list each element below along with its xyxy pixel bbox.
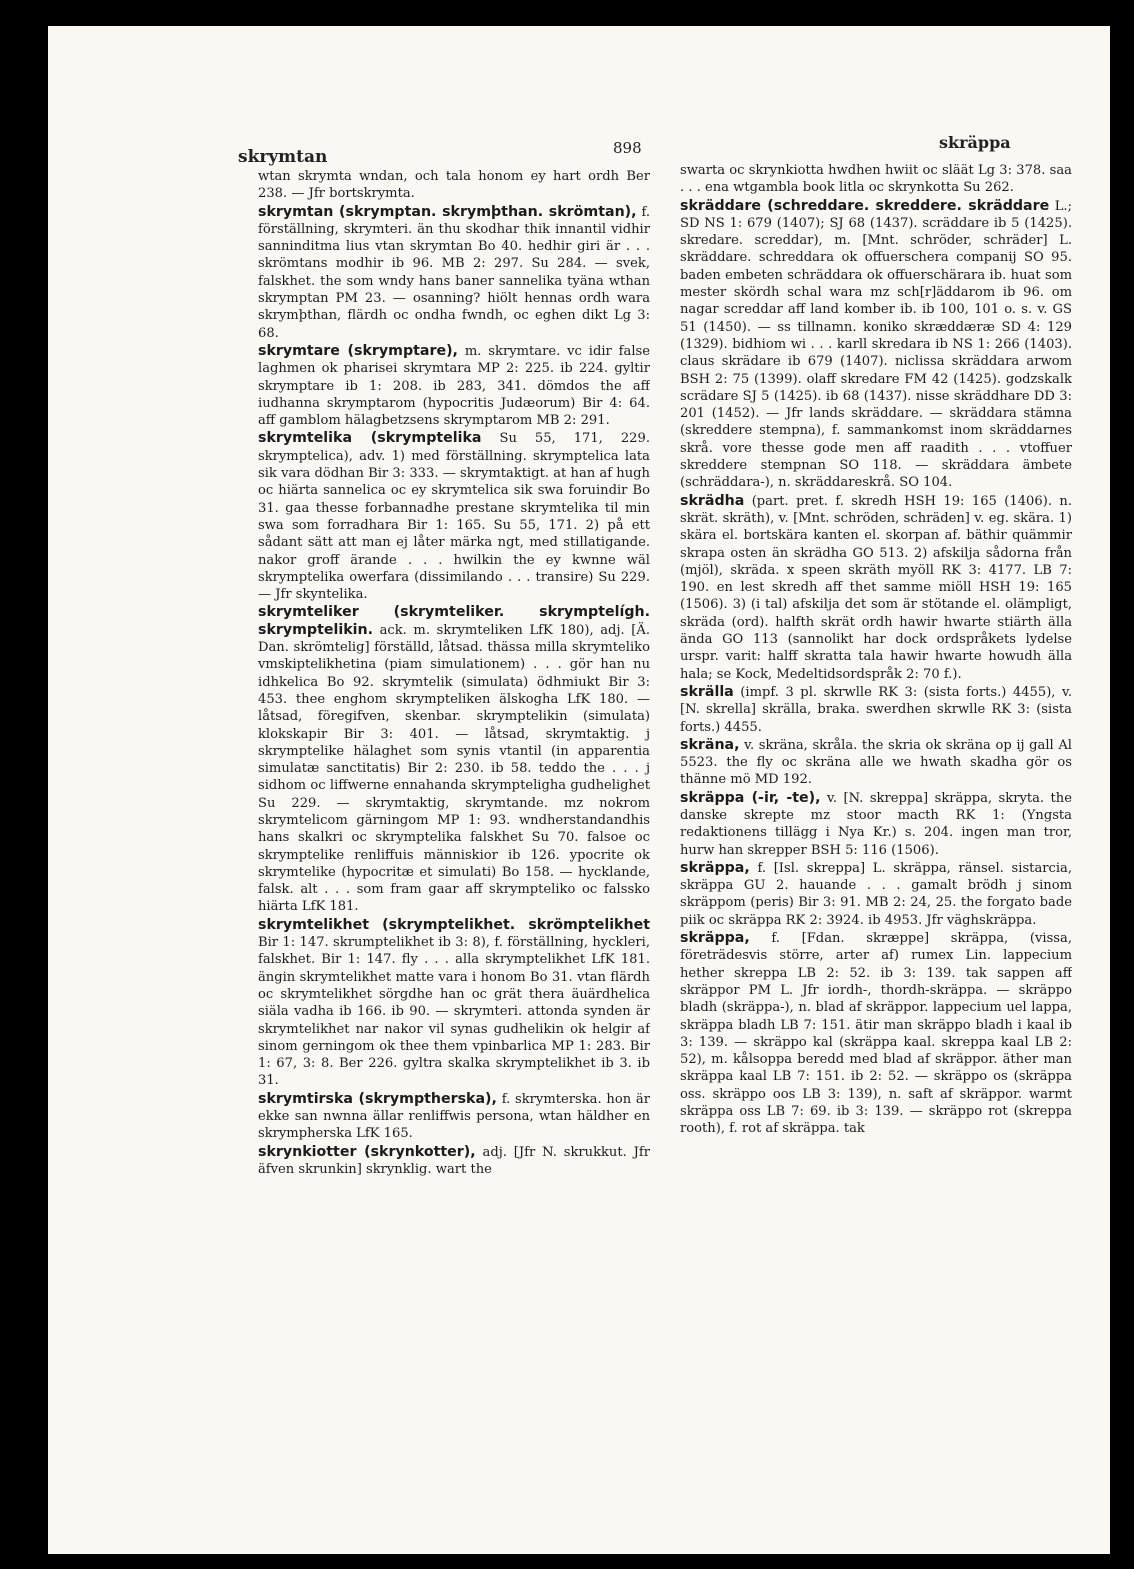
headword: skrynkiotter (skrynkotter), xyxy=(258,1143,476,1160)
headword: skrymtelika (skrymptelika xyxy=(258,430,482,447)
dictionary-entry: skrymtirska (skrymptherska), f. skrymterska. hon är ekke san nwnna ällar renliffwis persona, wtan häldher en skrympherska LfK 165. xyxy=(258,1090,650,1142)
dictionary-entry: skrädha (part. pret. f. skredh HSH 19: 165 (1406). n. skrät. skräth), v. [Mnt. schröden, schräden] v. eg. skära. 1) skära el. bortskära kanten el. skorpan af. bäthir quämmir skrapa osten än skrädha GO 513. 2) afskilja sådorna från (mjöl), skräda. x speen skräth myöll RK 3: 4177. LB 7: 190. en lest skredh aff thet samme miöll HSH 19: 165 (1506). 3) (i tal) afskilja det som är stötande el. olämpligt, skräda (ord). halfth skrät ordh hawir hwarte stiärth älla ända GO 113 (sannolikt har dock ordspråkets lydelse urspr. varit: halff skratta tala hawir hwarte howudh älla hala; se Kock, Medeltidsordspråk 2: 70 f.). xyxy=(680,492,1072,682)
dictionary-entry: skrymtelika (skrymptelika Su 55, 171, 229. skrymptelica), adv. 1) med förställning. skrymptelica lata sik vara dödhan Bir 3: 333. — skrymtaktigt. at han af hugh oc hiärta sannelica oc ey skrymtelica sik swa foruindir Bo 31. gaa thesse forbannadhe prestane skrymtelika til min swa som forradhara Bir 1: 165. Su 55, 171. 2) på ett sådant sätt att man ej låter märka ngt, med stillatigande. nakor groff ärande . . . hwilkin the ey kwnne wäl skrymptelika owerfara (dissimilando . . . transire) Su 229. — Jfr skyntelika. xyxy=(258,430,650,603)
page-number: 898 xyxy=(613,139,642,157)
dictionary-entry: swarta oc skrynkiotta hwdhen hwiit oc släät Lg 3: 378. saa . . . ena wtgambla book litla oc skrynkotta Su 262. xyxy=(680,163,1072,196)
dictionary-entry: skräna, v. skräna, skråla. the skria ok skräna op ij gall Al 5523. the fly oc skräna alle we hwath skadha gör os thänne mö MD 192. xyxy=(680,736,1072,788)
running-head-right: skräppa xyxy=(939,133,1011,152)
dictionary-entry: skräppa (-ir, -te), v. [N. skreppa] skräppa, skryta. the danske skrepte mz stoor macth RK 1: (Yngsta redaktionens tillägg i Nya Kr.) s. 204. ingen man tror, hurw han skrepper BSH 5: 116 (1506). xyxy=(680,789,1072,858)
dictionary-entry: skräppa, f. [Fdan. skræppe] skräppa, (vissa, företrädesvis större, arter af) rumex Lin. lappecium hether skreppa LB 2: 52. ib 3: 139. tak sappen aff skräppor PM L. Jfr iordh-, thordh-skräppa. — skräppo bladh (skräppa-), n. blad af skräppor. lappecium uel lappa, skräppa bladh LB 7: 151. ätir man skräppo bladh i kaal ib 3: 139. — skräppo kal (skräppa kaal. skreppa kaal LB 2: 52), m. kålsoppa beredd med blad af skräppor. äther man skräppa kaal LB 7: 151. ib 2: 52. — skräppo os (skräppa oss. skräppo oos LB 3: 139), n. saft af skräppor. warmt skräppa oss LB 7: 69. ib 3: 139. — skräppo rot (skreppa rooth), f. rot af skräppa. tak xyxy=(680,930,1072,1137)
headword: skräppa, xyxy=(680,859,750,876)
headword: skräppa, xyxy=(680,930,750,947)
headword: skräddare (schreddare. skreddere. skräddare xyxy=(680,197,1050,214)
headword: skrymtirska (skrymptherska), xyxy=(258,1090,497,1107)
dictionary-page xyxy=(48,26,1110,1554)
dictionary-entry: wtan skrymta wndan, och tala honom ey hart ordh Ber 238. — Jfr bortskrymta. xyxy=(258,169,650,202)
headword: skrälla xyxy=(680,683,734,700)
running-head-left: skrymtan xyxy=(238,147,328,167)
dictionary-entry: skrynkiotter (skrynkotter), adj. [Jfr N. skrukkut. Jfr äfven skrunkin] skrynklig. wart the xyxy=(258,1143,650,1177)
dictionary-entry: skräddare (schreddare. skreddere. skräddare L.; SD NS 1: 679 (1407); SJ 68 (1437). scräddare ib 5 (1425). skredare. screddar), m. [Mnt. schröder, schräder] L. skräddare. schreddara ok offuerschera companij SO 95. baden embeten schräddara ok offuerschärara ib. huat som mester skördh schal wara mz sch[r]äddarom ib 96. om nagar screddar aff land komber ib. ib 100, 101 o. s. v. GS 51 (1450). — ss tillnamn. koniko skræddæræ SD 4: 129 (1329). bidhiom wi . . . karll skredara ib NS 1: 266 (1403). claus skrädare ib 679 (1407). niclissa skräddara arwom BSH 2: 75 (1399). olaff skredare FM 42 (1425). godzskalk scrädare SJ 5 (1425). ib 68 (1437). nisse skräddhare DD 3: 201 (1452). — Jfr lands skräddare. — skräddara stämna (skreddere stempna), f. sammankomst inom skräddarnes skrå. vore thesse gode men aff raadith . . . vtoffuer skreddere stempnan SO 118. — skräddara ämbete (schräddara-), n. skräddareskrå. SO 104. xyxy=(680,197,1072,491)
headword: skräppa (-ir, -te), xyxy=(680,789,821,806)
dictionary-entry: skrymteliker (skrymteliker. skrymptelígh. skrymptelikin. ack. m. skrymteliken LfK 180), adj. [Ä. Dan. skrömtelig] förställd, låtsad. thässa milla skrymteliko vmskiptelikhetina (piam simulationem) . . . gör han nu idhkelica Bo 92. skrymtelik (simulata) ödhmiukt Bir 3: 453. thee enghom skrympteliken älskogha LfK 180. — låtsad, föregifven, skenbar. skrymptelikin (simulata) klokskapir Bir 3: 401. — låtsad, skrymtaktig. j skrymptelike hälaghet som synis vtantil (in apparentia simulatæ sanctitatis) Bir 2: 230. ib 58. teddo the . . . j sidhom oc liffwerne ennahanda skrympteligha gudhelighet Su 229. — skrymtaktig, skrymtande. mz nokrom skrymtelicom gärningom MP 1: 93. wndherstandandhis hans skalkri oc skrymptelika falskhet Su 70. falsoe oc skrymptelike renliffuis människior ib 126. ypocrite ok skrymtelike (hypocritæ et simulati) Bo 158. — hycklande, falsk. alt . . . som fram gaar aff skrympteliko oc falssko hiärta LfK 181. xyxy=(258,604,650,915)
dictionary-entry: skräppa, f. [Isl. skreppa] L. skräppa, ränsel. sistarcia, skräppa GU 2. hauande . . . gamalt brödh j sinom skräppom (peris) Bir 3: 91. MB 2: 24, 25. the forgato bade piik oc skräppa RK 2: 3924. ib 4953. Jfr väghskräppa. xyxy=(680,859,1072,928)
headword: skräna, xyxy=(680,736,740,753)
dictionary-entry: skrymtelikhet (skrymptelikhet. skrömptelikhet Bir 1: 147. skrumptelikhet ib 3: 8), f. förställning, hyckleri, falskhet. Bir 1: 147. fly . . . alla skrymptelikhet LfK 181. ängin skrymtelikhet matte vara i honom Bo 31. vtan flärdh oc skrymtelikhet sörgdhe han oc grät thera äuärdhelica siäla vadha ib 166. ib 90. — skrymteri. attonda synden är skrymtelikhet nar nakor vil synas gudhelikin ok helgir af sinom gerningom ok thee them vpinbarlica MP 1: 283. Bir 1: 67, 3: 8. Ber 226. gyltra skalka skrymptelikhet ib 3. ib 31. xyxy=(258,916,650,1089)
dictionary-entry: skrymtare (skrymptare), m. skrymtare. vc idir false laghmen ok pharisei skrymtara MP 2: 225. ib 224. gyltir skrymptare ib 1: 208. ib 283, 341. dömdos the aff iudhanna skrymptarom (hypocritis Judæorum) Bir 4: 64. aff gamblom hälagbetzsens skrymptarom MB 2: 291. xyxy=(258,342,650,429)
right-column xyxy=(680,162,1072,1502)
headword: skrymtare (skrymptare), xyxy=(258,342,458,359)
dictionary-entry: skrälla (impf. 3 pl. skrwlle RK 3: (sista forts.) 4455), v. [N. skrella] skrälla, braka. swerdhen skrwlle RK 3: (sista forts.) 4455. xyxy=(680,683,1072,735)
left-column xyxy=(258,168,650,1508)
dictionary-entry: skrymtan (skrymptan. skrymþthan. skrömtan), f. förställning, skrymteri. än thu skodhar thik innantil vidhir sanninditma lius vtan skrymtan Bo 40. hedhir giri är . . . skrömtans modhir ib 96. MB 2: 297. Su 284. — svek, falskhet. the som wndy hans baner sannelika tyäna wthan skrymptan PM 23. — osanning? hiölt hennas ordh wara skrymþthan, flärdh oc ondha fwndh, oc eghen dikt Lg 3: 68. xyxy=(258,203,650,341)
headword: skrädha xyxy=(680,492,745,509)
headword: skrymtelikhet (skrymptelikhet. skrömptelikhet xyxy=(258,916,650,933)
headword: skrymtan (skrymptan. skrymþthan. skrömtan), xyxy=(258,203,637,220)
headword: skrymteliker (skrymteliker. skrymptelígh. skrymptelikin. xyxy=(258,604,650,638)
